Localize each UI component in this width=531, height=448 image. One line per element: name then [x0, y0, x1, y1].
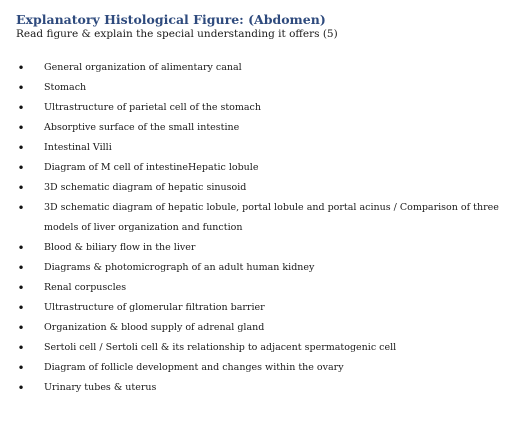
list-item-text: Renal corpuscles [44, 282, 127, 293]
list-item-text: Organization & blood supply of adrenal gland [44, 322, 265, 333]
list-item [16, 278, 511, 298]
bullet-icon: • [17, 361, 25, 375]
list-item-text: Sertoli cell / Sertoli cell & its relationship to adjacent spermatogenic cell [44, 342, 397, 353]
bullet-icon: • [17, 181, 25, 195]
document-title: Explanatory Histological Figure: (Abdomen) [16, 12, 326, 27]
bullet-icon: • [17, 121, 25, 135]
bullet-icon: • [17, 341, 25, 355]
bullet-icon: • [17, 141, 25, 155]
list-item [16, 198, 511, 238]
bullet-icon: • [17, 281, 25, 295]
bullet-icon: • [17, 81, 25, 95]
list-item-text: 3D schematic diagram of hepatic lobule, portal lobule and portal acinus / Comparison of three models of liver organization and function [44, 202, 499, 233]
list-item [16, 158, 511, 178]
document-instruction: Read figure & explain the special understanding it offers (5) [16, 28, 338, 40]
bullet-icon: • [17, 61, 25, 75]
list-item-text: Ultrastructure of parietal cell of the stomach [44, 102, 261, 113]
list-item [16, 118, 511, 138]
list-item [16, 78, 511, 98]
list-item [16, 178, 511, 198]
list-item [16, 378, 511, 398]
list-item [16, 298, 511, 318]
list-item [16, 238, 511, 258]
list-item-text: Absorptive surface of the small intestine [44, 122, 240, 133]
list-item [16, 258, 511, 278]
list-item [16, 358, 511, 378]
list-item-text: Diagram of follicle development and changes within the ovary [44, 362, 344, 373]
list-item-text: 3D schematic diagram of hepatic sinusoid [44, 182, 247, 193]
bullet-icon: • [17, 321, 25, 335]
bullet-icon: • [17, 301, 25, 315]
bullet-icon: • [17, 161, 25, 175]
bullet-icon: • [17, 241, 25, 255]
list-item-text: Blood & biliary flow in the liver [44, 242, 196, 253]
list-item [16, 338, 511, 358]
list-item-text: Diagrams & photomicrograph of an adult human kidney [44, 262, 315, 273]
list-item-text: Stomach [44, 82, 87, 93]
list-item-text: General organization of alimentary canal [44, 62, 242, 73]
list-item [16, 58, 511, 78]
list-item-text: Urinary tubes & uterus [44, 382, 157, 393]
list-item-text: Ultrastructure of glomerular filtration barrier [44, 302, 265, 313]
bullet-icon: • [17, 201, 25, 215]
figure-list [16, 58, 511, 398]
bullet-icon: • [17, 101, 25, 115]
list-item-text: Intestinal Villi [44, 142, 112, 153]
bullet-icon: • [17, 381, 25, 395]
list-item [16, 318, 511, 338]
list-item [16, 98, 511, 118]
bullet-icon: • [17, 261, 25, 275]
list-item-text: Diagram of M cell of intestineHepatic lobule [44, 162, 259, 173]
list-item [16, 138, 511, 158]
